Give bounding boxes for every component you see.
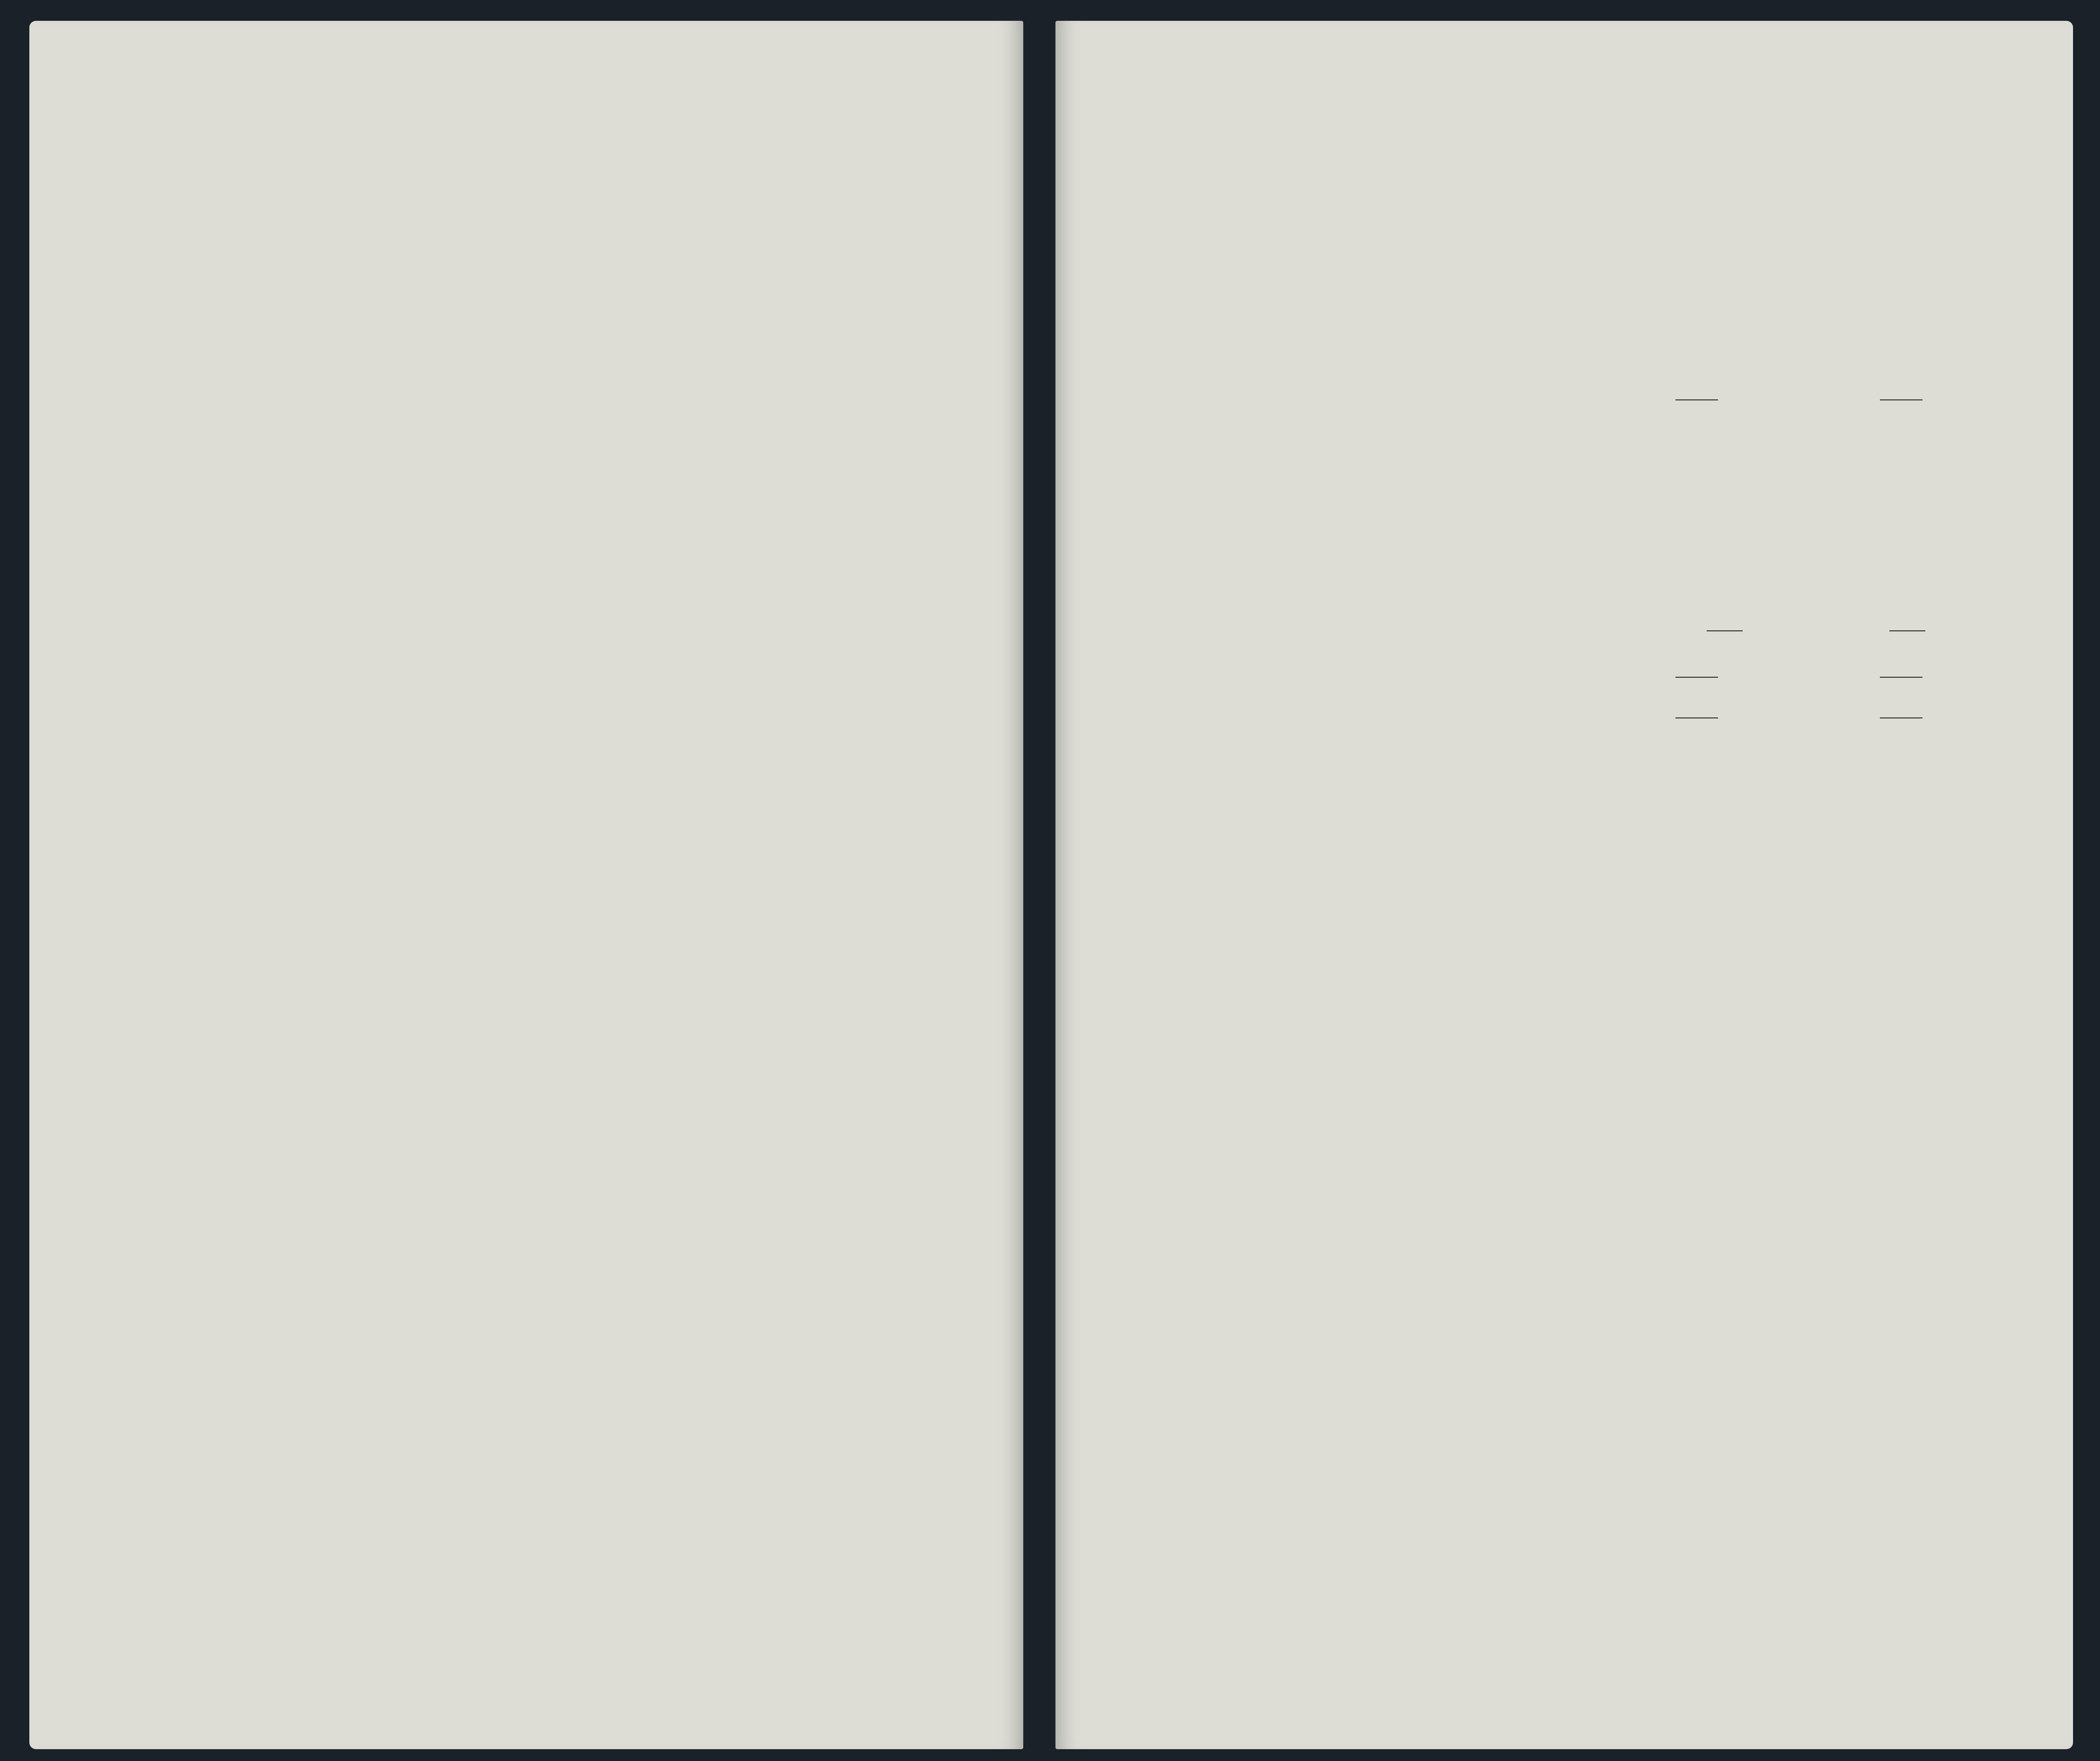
sum-rule [1880, 399, 1923, 400]
sum-rule [1675, 717, 1718, 718]
right-page [1055, 21, 2073, 1749]
left-page [29, 21, 1023, 1749]
sum-rule [1675, 677, 1718, 678]
sum-rule [1889, 630, 1925, 631]
sum-rule [1880, 677, 1923, 678]
sum-rule [1707, 630, 1743, 631]
sum-rule [1675, 399, 1718, 400]
sum-rule [1880, 717, 1923, 718]
